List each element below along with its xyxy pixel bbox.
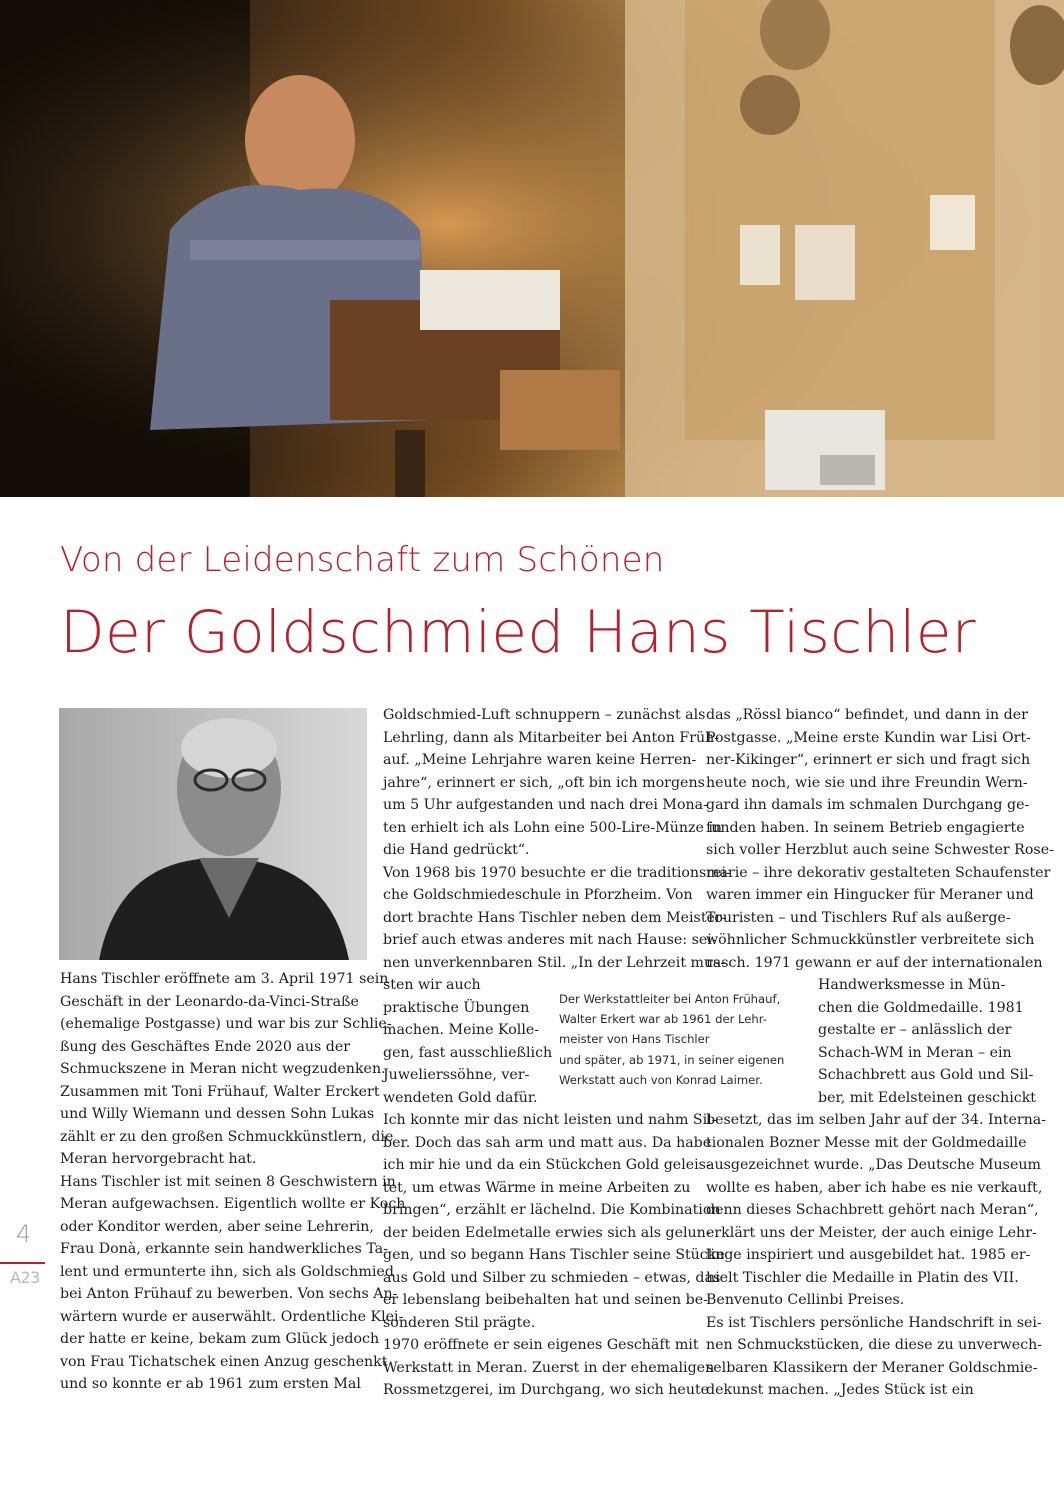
- text-line: um 5 Uhr aufgestanden und nach drei Mona-: [383, 797, 708, 813]
- text-line: aus Gold und Silber zu schmieden – etwas, das: [383, 1269, 721, 1286]
- text-line: Juwelierssöhne, ver-: [383, 1067, 530, 1083]
- article-column-1: [60, 968, 406, 1396]
- text-line: wendeten Gold dafür.: [383, 1089, 538, 1106]
- text-line: ten erhielt ich als Lohn eine 500-Lire-Münze in: [383, 819, 723, 836]
- page-divider: [0, 1262, 45, 1264]
- text-line: Frau Donà, erkannte sein handwerkliches Ta-: [60, 1241, 388, 1257]
- text-line: marie – ihre dekorativ gestalteten Schaufenster: [706, 864, 1051, 881]
- text-line: Goldschmied-Luft schnuppern – zunächst als: [383, 707, 706, 723]
- text-line: auf. „Meine Lehrjahre waren keine Herren-: [383, 752, 697, 768]
- portrait-illustration: [59, 708, 367, 960]
- text-line: Schachbrett aus Gold und Sil-: [818, 1067, 1034, 1083]
- text-line: 1970 eröffnete er sein eigenes Geschäft mit: [383, 1337, 699, 1353]
- text-line: besetzt, das im selben Jahr auf der 34. Interna-: [706, 1112, 1047, 1128]
- workshop-illustration: [0, 0, 1064, 497]
- text-line: der beiden Edelmetalle erwies sich als gelun-: [383, 1224, 711, 1241]
- text-line: wollte es haben, aber ich habe es nie verkauft,: [706, 1179, 1043, 1196]
- text-line: Hans Tischler eröffnete am 3. April 1971 sein: [60, 971, 389, 987]
- text-line: ßung des Geschäftes Ende 2020 aus der: [60, 1038, 351, 1055]
- photo-caption: [559, 989, 799, 1090]
- text-line: sten wir auch: [383, 977, 481, 993]
- text-line: waren immer ein Hingucker für Meraner und: [706, 887, 1034, 903]
- text-line: wärtern wurde er auserwählt. Ordentliche Klei-: [60, 1308, 404, 1325]
- text-line: ner-Kikinger“, erinnert er sich und fragt sich: [706, 752, 1031, 768]
- text-line: gestalte er – anlässlich der: [818, 1022, 1012, 1038]
- text-line: und Willy Wiemann und dessen Sohn Lukas: [60, 1106, 375, 1122]
- text-line: erklärt uns der Meister, der auch einige Lehr-: [706, 1224, 1037, 1241]
- text-line: (ehemalige Postgasse) und war bis zur Schlie-: [60, 1016, 392, 1032]
- article-title: Der Goldschmied Hans Tischler: [60, 598, 976, 666]
- text-line: denn dieses Schachbrett gehört nach Meran“,: [706, 1202, 1039, 1218]
- text-line: das „Rössl bianco“ befindet, und dann in der: [706, 707, 1028, 723]
- text-line: rasch. 1971 gewann er auf der internationalen: [706, 954, 1043, 971]
- caption-line: Walter Erkert war ab 1961 der Lehr-: [559, 1012, 767, 1027]
- text-line: dort brachte Hans Tischler neben dem Meister-: [383, 909, 727, 926]
- text-line: sonderen Stil prägte.: [383, 1314, 536, 1331]
- text-line: machen. Meine Kolle-: [383, 1022, 540, 1038]
- text-line: er lebenslang beibehalten hat und seinen be-: [383, 1292, 708, 1308]
- text-line: funden haben. In seinem Betrieb engagierte: [706, 819, 1025, 836]
- text-line: oder Konditor werden, aber seine Lehrerin,: [60, 1218, 374, 1235]
- text-line: tet, um etwas Wärme in meine Arbeiten zu: [383, 1179, 691, 1196]
- text-line: brief auch etwas anderes mit nach Hause: sei-: [383, 932, 717, 948]
- text-line: Lehrling, dann als Mitarbeiter bei Anton Früh-: [383, 729, 720, 746]
- text-line: lent und ermunterte ihn, sich als Goldschmied: [60, 1263, 394, 1280]
- text-line: Hans Tischler ist mit seinen 8 Geschwistern in: [60, 1173, 396, 1190]
- text-line: Zusammen mit Toni Frühauf, Walter Erckert: [60, 1083, 380, 1100]
- text-line: bei Anton Frühauf zu bewerben. Von sechs An-: [60, 1286, 398, 1302]
- text-line: linge inspiriert und ausgebildet hat. 1985 er-: [706, 1247, 1031, 1263]
- text-line: gard ihn damals im schmalen Durchgang ge-: [706, 797, 1030, 813]
- text-line: sich voller Herzblut auch seine Schwester Rose-: [706, 842, 1054, 858]
- text-line: jahre“, erinnert er sich, „oft bin ich morgens: [383, 774, 705, 791]
- caption-line: meister von Hans Tischler: [559, 1032, 710, 1047]
- text-line: die Hand gedrückt“.: [383, 842, 530, 858]
- text-line: Geschäft in der Leonardo-da-Vinci-Straße: [60, 993, 359, 1010]
- text-line: Ich konnte mir das nicht leisten und nahm Sil-: [383, 1112, 717, 1128]
- page-code: A23: [10, 1268, 40, 1287]
- text-line: gen, fast ausschließlich: [383, 1044, 553, 1061]
- text-line: bringen“, erzählt er lächelnd. Die Kombination: [383, 1202, 721, 1218]
- text-line: nen unverkennbaren Stil. „In der Lehrzeit mus-: [383, 954, 726, 971]
- text-line: hielt Tischler die Medaille in Platin des VII.: [706, 1269, 1019, 1286]
- text-line: Handwerksmesse in Mün-: [818, 977, 1006, 993]
- caption-line: Der Werkstattleiter bei Anton Frühauf,: [559, 992, 781, 1006]
- text-line: che Goldschmiedeschule in Pforzheim. Von: [383, 887, 693, 903]
- text-line: der hatte er keine, bekam zum Glück jedoch: [60, 1331, 380, 1347]
- text-line: chen die Goldmedaille. 1981: [818, 999, 1024, 1016]
- caption-line: und später, ab 1971, in seiner eigenen: [559, 1052, 785, 1067]
- text-line: heute noch, wie sie und ihre Freundin Wern-: [706, 774, 1028, 791]
- caption-line: Werkstatt auch von Konrad Laimer.: [559, 1072, 763, 1087]
- article-subtitle: Von der Leidenschaft zum Schönen: [60, 540, 665, 580]
- text-line: Benvenuto Cellinbi Preises.: [706, 1292, 905, 1308]
- text-line: Schmuckszene in Meran nicht wegzudenken.: [60, 1061, 386, 1077]
- text-line: nen Schmuckstücken, die diese zu unverwech-: [706, 1337, 1043, 1353]
- text-line: ber. Doch das sah arm und matt aus. Da habe: [383, 1134, 712, 1151]
- text-line: praktische Übungen: [383, 999, 530, 1016]
- text-line: Touristen – und Tischlers Ruf als außerge-: [706, 909, 1011, 926]
- text-line: gen, und so begann Hans Tischler seine Stücke: [383, 1247, 725, 1263]
- text-line: Postgasse. „Meine erste Kundin war Lisi Ort-: [706, 729, 1031, 746]
- page-number: 4: [16, 1220, 32, 1248]
- text-line: Von 1968 bis 1970 besuchte er die traditionsrei-: [383, 864, 731, 881]
- text-line: dekunst machen. „Jedes Stück ist ein: [706, 1382, 974, 1398]
- text-line: Meran hervorgebracht hat.: [60, 1151, 257, 1167]
- text-line: tionalen Bozner Messe mit der Goldmedaille: [706, 1134, 1027, 1151]
- text-line: ich mir hie und da ein Stückchen Gold geleis-: [383, 1157, 711, 1173]
- text-line: Es ist Tischlers persönliche Handschrift in sei-: [706, 1314, 1042, 1331]
- text-line: selbaren Klassikern der Meraner Goldschmie-: [706, 1359, 1038, 1376]
- text-line: Werkstatt in Meran. Zuerst in der ehemaligen: [383, 1359, 715, 1376]
- text-line: und so konnte er ab 1961 zum ersten Mal: [60, 1376, 361, 1392]
- text-line: wöhnlicher Schmuckkünstler verbreitete sich: [706, 932, 1035, 948]
- text-line: Meran aufgewachsen. Eigentlich wollte er Koch: [60, 1196, 406, 1212]
- text-line: von Frau Tichatschek einen Anzug geschenkt: [60, 1353, 388, 1370]
- hero-photo: [0, 0, 1064, 497]
- text-line: zählt er zu den großen Schmuckkünstlern, die: [60, 1128, 394, 1145]
- text-line: ausgezeichnet wurde. „Das Deutsche Museum: [706, 1157, 1041, 1173]
- text-line: ber, mit Edelsteinen geschickt: [818, 1089, 1037, 1106]
- text-line: Schach-WM in Meran – ein: [818, 1044, 1012, 1061]
- portrait-photo: [59, 708, 367, 960]
- text-line: Rossmetzgerei, im Durchgang, wo sich heute: [383, 1382, 710, 1398]
